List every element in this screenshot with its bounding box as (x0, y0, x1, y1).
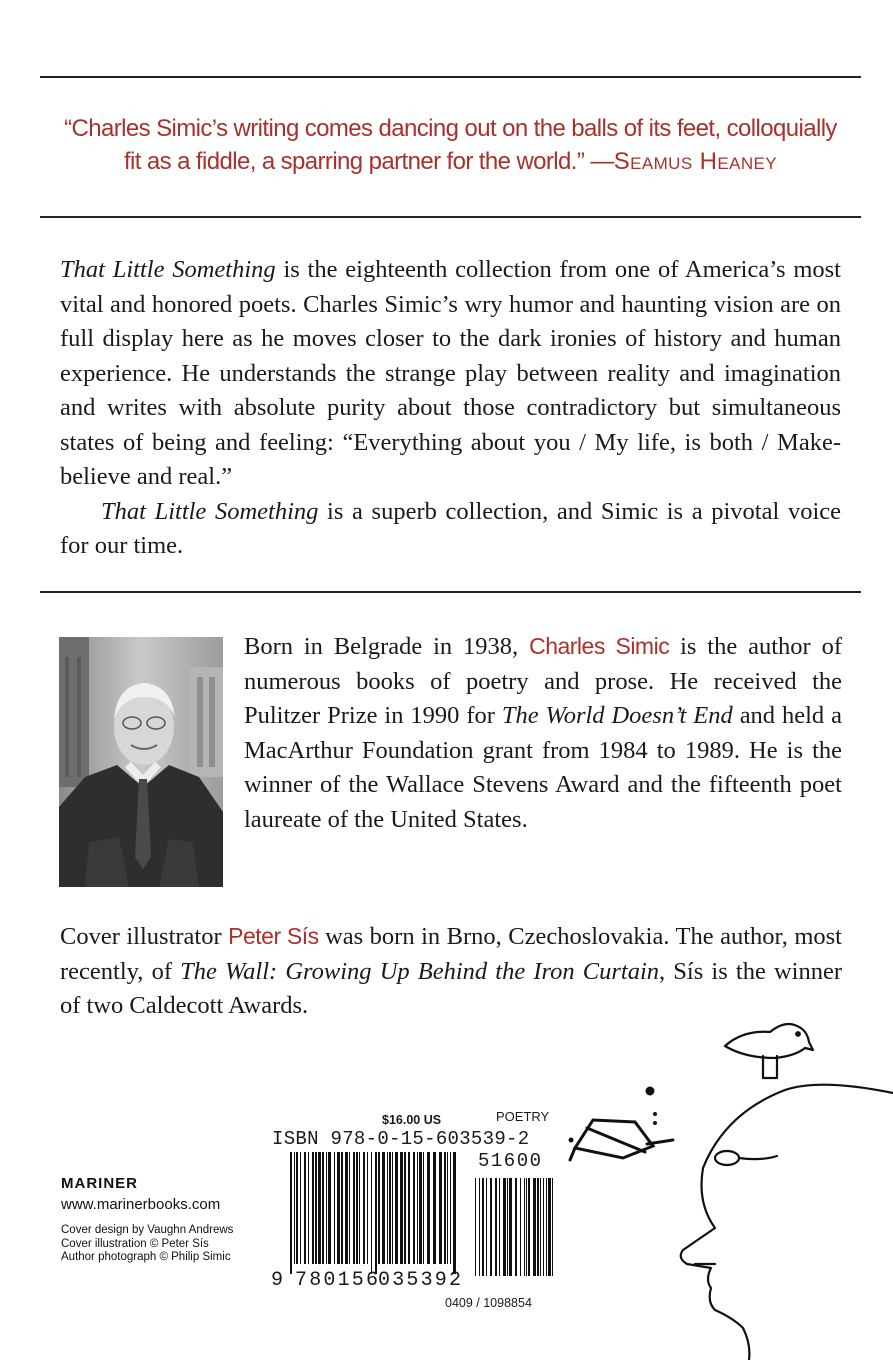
author-photo (59, 637, 223, 887)
barcode-bar (315, 1152, 317, 1264)
barcode-bar (548, 1178, 551, 1276)
barcode-bar (503, 1178, 506, 1276)
barcode-bar (395, 1152, 398, 1264)
publisher-block (61, 1175, 233, 1265)
barcode-bar (290, 1152, 292, 1274)
barcode-bar (308, 1152, 309, 1264)
barcode-bar (294, 1152, 295, 1264)
isbn-barcode (285, 1152, 557, 1276)
illustrator-name: Peter Sís (228, 923, 319, 949)
barcode-bar (378, 1152, 380, 1264)
barcode-bar (439, 1152, 442, 1264)
barcode-bar (387, 1152, 388, 1264)
description-paragraph-2: That Little Something is a superb collection, and Simic is a pivotal voice for our time. (60, 497, 841, 559)
barcode-bar (371, 1152, 372, 1274)
barcode-bar (450, 1152, 451, 1264)
barcode-bar (419, 1152, 422, 1264)
barcode-bar (356, 1152, 358, 1264)
barcode-bar (444, 1152, 446, 1264)
barcode-bar (312, 1152, 314, 1264)
review-quote (60, 112, 841, 178)
barcode-bar (509, 1178, 512, 1276)
barcode-bar (337, 1152, 340, 1264)
barcode-bar (423, 1152, 424, 1264)
isbn-text: ISBN 978-0-15-603539-2 (272, 1128, 530, 1150)
barcode-bar (296, 1152, 298, 1264)
credit-design: Cover design by Vaughn Andrews (61, 1224, 234, 1236)
barcode-bar (453, 1152, 456, 1274)
barcode-bar (326, 1152, 327, 1264)
barcode-bar (404, 1152, 406, 1264)
quote-bottom-rule (40, 216, 861, 218)
barcode-bar (543, 1178, 544, 1276)
barcode-bar (375, 1152, 377, 1274)
barcode-bar (318, 1152, 321, 1264)
barcode-bar (447, 1152, 448, 1264)
publisher-website: www.marinerbooks.com (61, 1196, 221, 1213)
barcode-bar (334, 1152, 335, 1264)
barcode-bar (417, 1152, 418, 1264)
barcode-bar (515, 1178, 517, 1276)
book-description (60, 253, 841, 564)
barcode-bar (540, 1178, 541, 1276)
book-title: That Little Something (101, 497, 319, 525)
barcode-bar (322, 1152, 324, 1264)
credits (61, 1224, 233, 1265)
ean-first-digit: 9 (271, 1269, 284, 1292)
barcode-bar (433, 1152, 436, 1264)
credit-photo: Author photograph © Philip Simic (61, 1251, 231, 1263)
illustrator-book-title: The Wall: Growing Up Behind the Iron Curtain (180, 957, 660, 985)
barcode-bar (382, 1152, 385, 1264)
barcode-bar (408, 1152, 410, 1264)
barcode-bar (345, 1152, 348, 1264)
barcode-bar (353, 1152, 355, 1264)
barcode-bar (546, 1178, 547, 1276)
author-name: Charles Simic (529, 633, 670, 659)
award-book-title: The World Doesn’t End (501, 702, 733, 730)
publisher-name: MARINER (61, 1175, 138, 1192)
barcode-bar (524, 1178, 525, 1276)
barcode-bar (507, 1178, 508, 1276)
barcode-bar (552, 1178, 553, 1276)
price-label: $16.00 US (382, 1113, 442, 1127)
barcode-bar (479, 1178, 480, 1276)
barcode-bar (526, 1178, 527, 1276)
barcode-bar (528, 1178, 530, 1276)
barcode-bar (490, 1178, 492, 1276)
barcode-bar (341, 1152, 343, 1264)
barcode-bar (482, 1178, 484, 1276)
barcode-bar (413, 1152, 415, 1264)
barcode-bar (533, 1178, 536, 1276)
quote-text: “Charles Simic’s writing comes dancing out on the balls of its feet, colloquially fit as a fiddle, a sparring partner for the world.” — (64, 115, 837, 175)
barcode-bar (349, 1152, 350, 1264)
price-code-digits: 51600 (478, 1150, 543, 1172)
category-label: POETRY (496, 1109, 550, 1124)
barcode-bar (328, 1152, 331, 1264)
barcode-bar (304, 1152, 306, 1264)
barcode-bar (363, 1152, 365, 1264)
barcode-bar (300, 1152, 301, 1264)
barcode-bar (389, 1152, 391, 1264)
illustrator-bio: Cover illustrator Peter Sís was born in Brno, Czechoslovakia. The author, most recently, of The Wall: Growing Up Behind the Iron Curtain, Sís is the winner of two Caldecott Awards. (60, 923, 842, 1020)
barcode-bar (400, 1152, 403, 1264)
credit-illustration: Cover illustration © Peter Sís (61, 1237, 209, 1250)
author-bio: Born in Belgrade in 1938, Charles Simic is the author of numerous books of poetry and prose. He received the Pulitzer Prize in 1990 for The World Doesn’t End and held a MacArthur Foundation grant from 1984 to 1989. He is the winner of the Wallace Stevens Award and the fifteenth poet laureate of the United States. (244, 633, 842, 833)
ean-right-digits: 035392 (378, 1269, 464, 1292)
barcode-bar (392, 1152, 393, 1264)
book-title: That Little Something (60, 256, 276, 283)
print-code: 0409 / 1098854 (445, 1296, 532, 1310)
barcode-bar (499, 1178, 500, 1276)
barcode-bar (475, 1178, 476, 1276)
barcode-bar (537, 1178, 539, 1276)
head-and-bird-illustration (565, 1018, 893, 1360)
description-bottom-rule (40, 591, 861, 593)
barcode-bar (359, 1152, 360, 1264)
barcode-bar (520, 1178, 521, 1276)
quote-attribution: Seamus Heaney (613, 148, 778, 175)
barcode-bar (495, 1178, 497, 1276)
ean-left-digits: 780156 (295, 1269, 381, 1292)
description-paragraph-1: That Little Something is the eighteenth collection from one of America’s most vital and honored poets. Charles Simic’s wry humor and haunting vision are on full display here as he moves closer to the dark ironies of history and human experience. He understands the strange play between reality and imagination and writes with absolute purity about those contradictory but simultaneous states of being and feeling: “Everything about you / My life, is both / Make-believe and real.” (60, 256, 841, 490)
barcode-bar (367, 1152, 368, 1264)
barcode-bar (486, 1178, 487, 1276)
barcode-bar (427, 1152, 430, 1264)
top-rule (40, 76, 861, 78)
